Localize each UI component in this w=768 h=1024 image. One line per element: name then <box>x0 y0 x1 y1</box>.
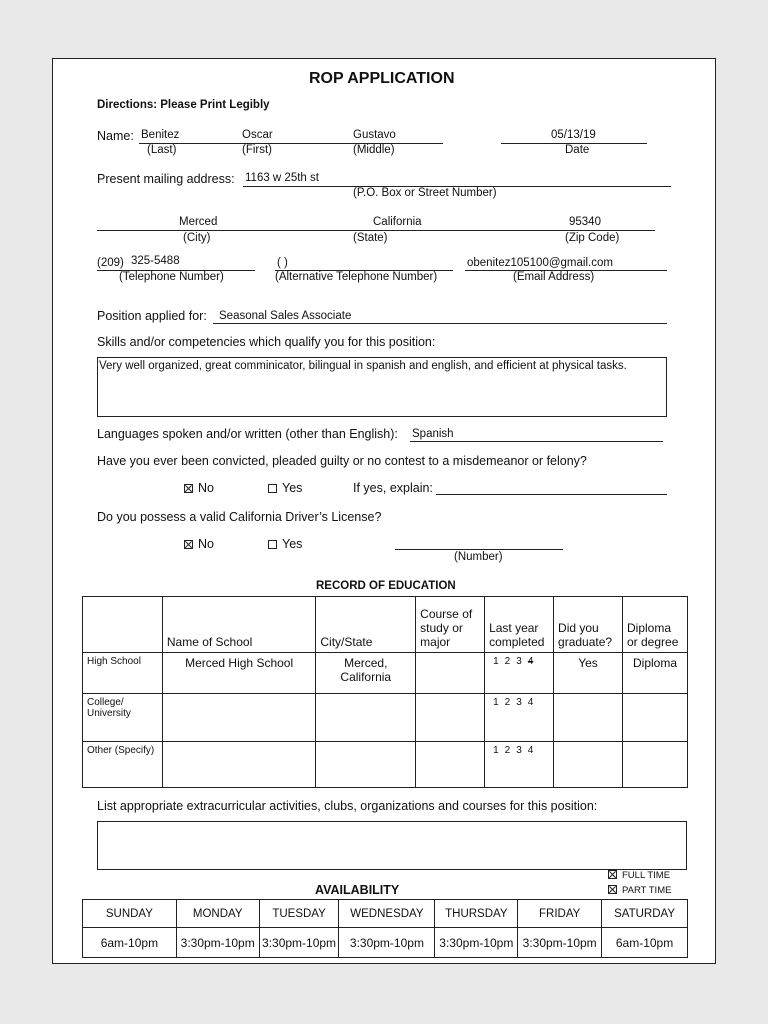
city-cell[interactable]: Merced, California <box>316 653 416 694</box>
empty-checkbox-icon[interactable] <box>268 484 277 493</box>
day-saturday: SATURDAY <box>602 900 688 928</box>
hours-thursday[interactable]: 3:30pm-10pm <box>435 928 518 958</box>
application-form <box>52 58 716 964</box>
email-field[interactable]: obenitez105100@gmail.com <box>467 257 613 269</box>
extracurricular-box[interactable] <box>97 821 687 870</box>
last-year-cell[interactable] <box>485 742 554 788</box>
extracurricular-label: List appropriate extracurricular activities, clubs, organizations and courses for this position: <box>97 799 598 813</box>
header-last-year: Last year completed <box>485 597 554 653</box>
diploma-cell[interactable] <box>623 742 688 788</box>
hours-monday[interactable]: 3:30pm-10pm <box>176 928 259 958</box>
header-diploma: Diploma or degree <box>623 597 688 653</box>
alt-phone-caption: (Alternative Telephone Number) <box>275 271 438 283</box>
state-caption: (State) <box>353 232 388 244</box>
checked-checkbox-icon[interactable] <box>608 885 617 894</box>
first-name-field[interactable]: Oscar <box>242 129 273 141</box>
name-label: Name: <box>97 129 134 143</box>
city-field[interactable]: Merced <box>179 216 218 228</box>
header-school: Name of School <box>162 597 316 653</box>
school-cell[interactable]: Merced High School <box>162 653 316 694</box>
header-course: Course of study or major <box>416 597 485 653</box>
availability-table <box>82 899 688 958</box>
row-type: High School <box>83 653 163 694</box>
table-row <box>83 653 688 694</box>
hours-saturday[interactable]: 6am-10pm <box>602 928 688 958</box>
zip-field[interactable]: 95340 <box>569 216 601 228</box>
phone-number[interactable]: 325-5488 <box>131 255 180 267</box>
hours-friday[interactable]: 3:30pm-10pm <box>518 928 602 958</box>
course-cell[interactable] <box>416 653 485 694</box>
license-question: Do you possess a valid California Driver’s License? <box>97 510 382 524</box>
street-field[interactable]: 1163 w 25th st <box>245 172 319 184</box>
checked-checkbox-icon[interactable] <box>184 484 193 493</box>
header-city: City/State <box>316 597 416 653</box>
form-title: ROP APPLICATION <box>309 70 455 87</box>
year-option[interactable]: 2 <box>504 656 511 667</box>
last-year-cell[interactable] <box>485 694 554 742</box>
days-row <box>83 900 688 928</box>
table-row <box>83 742 688 788</box>
conviction-no-option[interactable]: No <box>184 481 214 495</box>
year-option[interactable]: 1 <box>493 697 499 708</box>
address-label: Present mailing address: <box>97 172 235 186</box>
year-option[interactable]: 3 <box>516 745 522 756</box>
license-number-field[interactable] <box>395 549 563 550</box>
checked-checkbox-icon[interactable] <box>184 540 193 549</box>
date-field[interactable]: 05/13/19 <box>551 129 596 141</box>
email-caption: (Email Address) <box>513 271 595 283</box>
hours-row <box>83 928 688 958</box>
alt-phone-field[interactable]: ( ) <box>277 257 288 269</box>
school-cell[interactable] <box>162 694 316 742</box>
day-thursday: THURSDAY <box>435 900 518 928</box>
languages-field[interactable]: Spanish <box>412 428 454 440</box>
last-caption: (Last) <box>147 144 177 156</box>
row-type: College/ University <box>83 694 163 742</box>
hours-tuesday[interactable]: 3:30pm-10pm <box>259 928 339 958</box>
date-caption: Date <box>565 144 590 156</box>
middle-caption: (Middle) <box>353 144 395 156</box>
checked-checkbox-icon[interactable] <box>608 870 617 879</box>
hours-wednesday[interactable]: 3:30pm-10pm <box>339 928 435 958</box>
year-option[interactable]: 2 <box>504 697 511 708</box>
full-time-option[interactable]: FULL TIME <box>608 870 670 881</box>
education-header-row <box>83 597 688 653</box>
header-graduate: Did you graduate? <box>554 597 623 653</box>
course-cell[interactable] <box>416 694 485 742</box>
city-cell[interactable] <box>316 742 416 788</box>
day-friday: FRIDAY <box>518 900 602 928</box>
last-name-field[interactable]: Benitez <box>141 129 180 141</box>
day-tuesday: TUESDAY <box>259 900 339 928</box>
availability-title: AVAILABILITY <box>315 883 400 897</box>
license-no-option[interactable]: No <box>184 537 214 551</box>
year-option[interactable]: 2 <box>504 745 511 756</box>
explain-field[interactable] <box>436 494 667 495</box>
empty-checkbox-icon[interactable] <box>268 540 277 549</box>
first-caption: (First) <box>242 144 273 156</box>
year-option[interactable]: 4 <box>527 697 534 708</box>
year-option[interactable]: 4 <box>527 745 534 756</box>
conviction-question: Have you ever been convicted, pleaded guilty or no contest to a misdemeanor or felony? <box>97 454 587 468</box>
education-title: RECORD OF EDUCATION <box>316 580 456 592</box>
position-label: Position applied for: <box>97 309 207 323</box>
phone-area[interactable]: (209) <box>97 257 124 269</box>
city-cell[interactable] <box>316 694 416 742</box>
explain-label: If yes, explain: <box>353 481 433 495</box>
license-number-caption: (Number) <box>454 551 503 563</box>
phone-caption: (Telephone Number) <box>119 271 224 283</box>
day-sunday: SUNDAY <box>83 900 177 928</box>
year-option[interactable]: 3 <box>516 697 522 708</box>
position-field[interactable]: Seasonal Sales Associate <box>219 310 352 322</box>
table-row <box>83 694 688 742</box>
graduate-cell[interactable] <box>554 694 623 742</box>
day-wednesday: WEDNESDAY <box>339 900 435 928</box>
skills-box[interactable] <box>97 357 667 417</box>
zip-caption: (Zip Code) <box>565 232 620 244</box>
day-monday: MONDAY <box>176 900 259 928</box>
skills-text: Very well organized, great comminicator, bilingual in spanish and english, and efficient at physical tasks. <box>99 360 627 372</box>
education-table <box>82 596 688 788</box>
last-year-cell[interactable] <box>485 653 554 694</box>
school-cell[interactable] <box>162 742 316 788</box>
year-option-marked[interactable]: 4 <box>527 656 534 667</box>
conviction-yes-option[interactable]: Yes <box>268 481 302 495</box>
course-cell[interactable] <box>416 742 485 788</box>
diploma-cell[interactable] <box>623 694 688 742</box>
row-type: Other (Specify) <box>83 742 163 788</box>
part-time-option[interactable]: PART TIME <box>608 885 671 896</box>
diploma-cell[interactable]: Diploma <box>623 653 688 694</box>
year-option[interactable]: 1 <box>493 656 499 667</box>
state-field[interactable]: California <box>373 216 422 228</box>
year-option[interactable]: 1 <box>493 745 499 756</box>
street-caption: (P.O. Box or Street Number) <box>353 187 497 199</box>
license-yes-option[interactable]: Yes <box>268 537 302 551</box>
header-type <box>83 597 163 653</box>
year-option[interactable]: 3 <box>516 656 522 667</box>
skills-label: Skills and/or competencies which qualify you for this position: <box>97 335 436 349</box>
city-caption: (City) <box>183 232 211 244</box>
directions: Directions: Please Print Legibly <box>97 99 270 111</box>
languages-label: Languages spoken and/or written (other than English): <box>97 427 398 441</box>
middle-name-field[interactable]: Gustavo <box>353 129 396 141</box>
hours-sunday[interactable]: 6am-10pm <box>83 928 177 958</box>
graduate-cell[interactable]: Yes <box>554 653 623 694</box>
graduate-cell[interactable] <box>554 742 623 788</box>
